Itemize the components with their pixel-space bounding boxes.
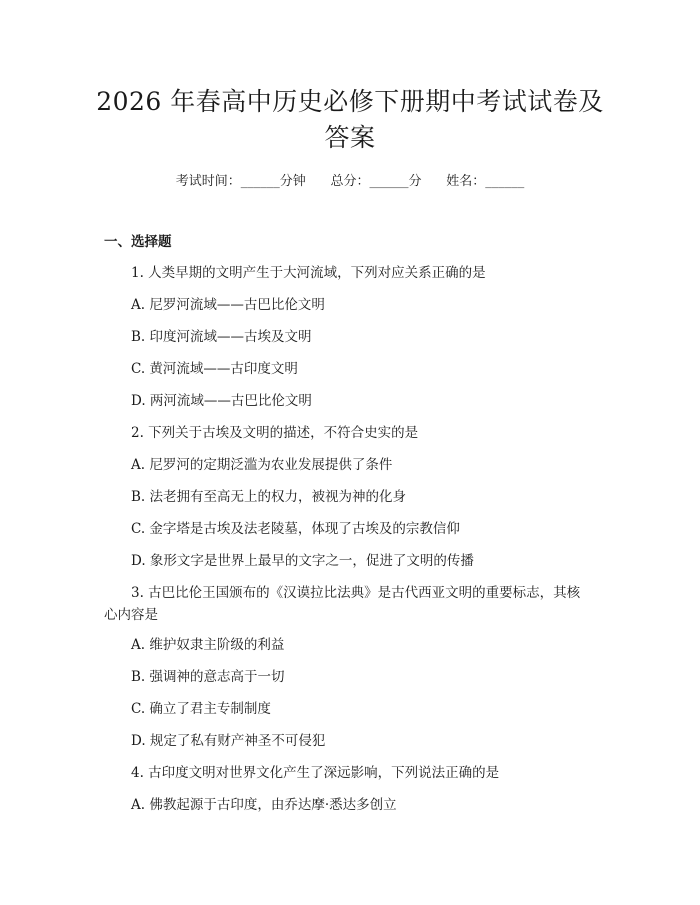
question-1-option-a: A. 尼罗河流域——古巴比伦文明 xyxy=(131,297,325,313)
question-2-option-a: A. 尼罗河的定期泛滥为农业发展提供了条件 xyxy=(131,457,393,473)
question-1-option-d: D. 两河流域——古巴比伦文明 xyxy=(131,393,312,409)
question-2-option-b: B. 法老拥有至高无上的权力，被视为神的化身 xyxy=(131,489,407,505)
question-4-stem: 4. 古印度文明对世界文化产生了深远影响，下列说法正确的是 xyxy=(131,765,500,781)
question-1-option-b: B. 印度河流域——古埃及文明 xyxy=(131,329,312,345)
question-2-option-c: C. 金字塔是古埃及法老陵墓，体现了古埃及的宗教信仰 xyxy=(131,521,460,537)
question-2-stem: 2. 下列关于古埃及文明的描述，不符合史实的是 xyxy=(131,425,419,441)
question-1-option-c: C. 黄河流域——古印度文明 xyxy=(131,361,298,377)
question-1-stem: 1. 人类早期的文明产生于大河流域，下列对应关系正确的是 xyxy=(131,265,486,281)
question-2-option-d: D. 象形文字是世界上最早的文字之一，促进了文明的传播 xyxy=(131,553,474,569)
question-3-stem-continued: 心内容是 xyxy=(104,607,158,623)
question-3-option-b: B. 强调神的意志高于一切 xyxy=(131,669,285,685)
question-4-option-a: A. 佛教起源于古印度，由乔达摩·悉达多创立 xyxy=(131,797,397,813)
question-3-option-c: C. 确立了君主专制制度 xyxy=(131,701,271,717)
page-title: 2026 年春高中历史必修下册期中考试试卷及答案 xyxy=(96,87,604,152)
question-3-option-d: D. 规定了私有财产神圣不可侵犯 xyxy=(131,733,326,749)
section-heading: 一、选择题 xyxy=(104,234,172,250)
exam-meta-line: 考试时间：______分钟 总分：______分 姓名：______ xyxy=(175,174,525,189)
question-3-option-a: A. 维护奴隶主阶级的利益 xyxy=(131,637,285,653)
question-3-stem: 3. 古巴比伦王国颁布的《汉谟拉比法典》是古代西亚文明的重要标志，其核 xyxy=(131,585,581,601)
